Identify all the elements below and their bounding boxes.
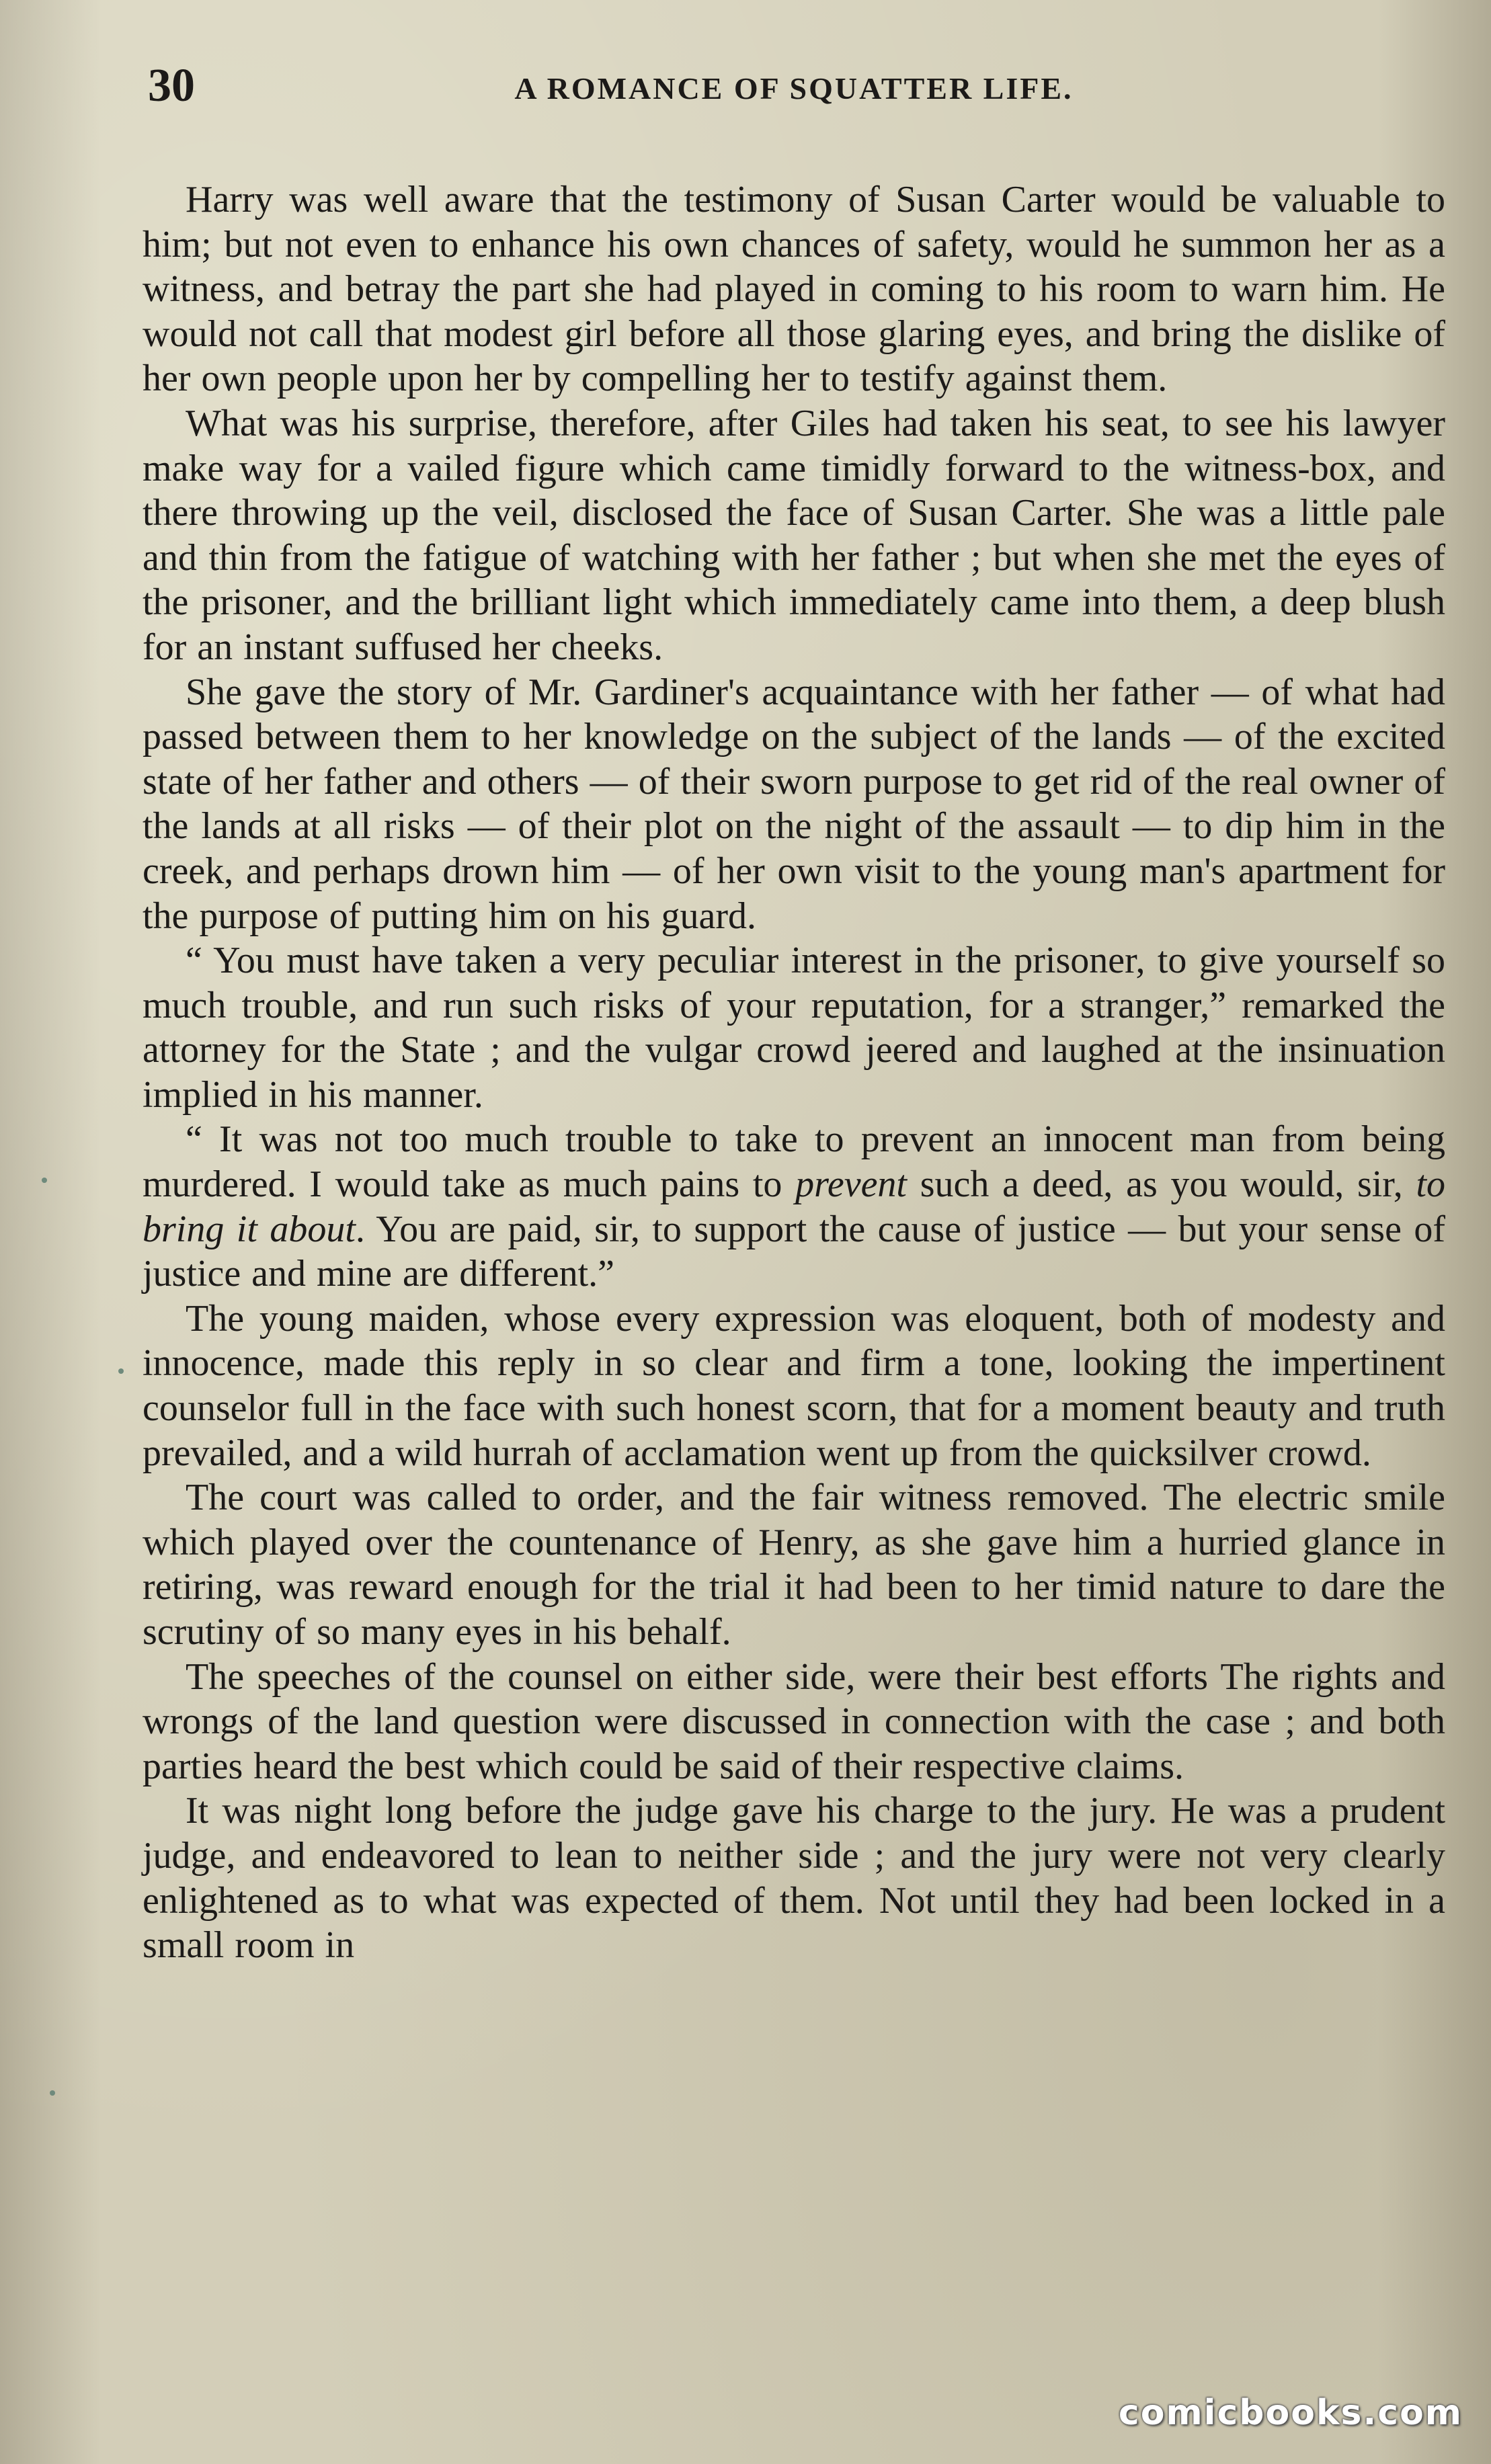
margin-ink-spot [42, 1178, 47, 1183]
paragraph [143, 177, 1445, 401]
text-run: . You are paid, sir, to support the cause of justice — but your sense of justice and mine are different.” [143, 1208, 1446, 1295]
text-run: The young maiden, whose every expression was eloquent, both of modesty and innocence, made this reply in so clear and firm a tone, looking the impertinent counselor full in the face with such honest scorn, that for a moment beauty and truth prevailed, and a wild hurrah of acclamation went up from the quicksilver crowd. [143, 1297, 1445, 1474]
page-number: 30 [148, 60, 195, 112]
text-run: The court was called to order, and the fair witness removed. The electric smile which played over the countenance of Henry, as she gave him a hurried glance in retiring, was reward enough for the trial it had been to her timid nature to dare the scrutiny of so many eyes in his behalf. [143, 1477, 1445, 1653]
site-watermark: comicbooks.com [1118, 2393, 1463, 2433]
paragraph [143, 670, 1445, 939]
paragraph [143, 1655, 1445, 1789]
text-run: The speeches of the counsel on either side, were their best efforts The rights and wrongs of the land question were discussed in connection with the case ; and both parties heard the best which could be said of their respective claims. [143, 1655, 1445, 1787]
italic-text-run: prevent [795, 1163, 907, 1206]
paragraph [143, 1117, 1445, 1296]
body-text [143, 177, 1445, 1968]
paragraph [143, 1789, 1445, 1967]
margin-ink-spot [50, 2090, 55, 2096]
margin-ink-spot [118, 1368, 124, 1374]
text-run: Harry was well aware that the testimony of Susan Carter would be valuable to him; but not even to enhance his own chances of safety, would he summon her as a witness, and betray the part she had played in coming to his room to warn him. He would not call that modest girl before all those glaring eyes, and bring the dislike of her own people upon her by compelling her to testify against them. [143, 179, 1445, 400]
text-run: such a deed, as you would, sir, [906, 1163, 1416, 1206]
running-head: A ROMANCE OF SQUATTER LIFE. [514, 71, 1074, 106]
text-run: It was night long before the judge gave his charge to the jury. He was a prudent judge, and endeavored to lean to neither side ; and the jury were not very clearly enlightened as to what was expected of them. Not until they had been locked in a small room in [143, 1790, 1445, 1967]
paragraph [143, 1475, 1445, 1654]
page-header [143, 59, 1445, 113]
paragraph [143, 1297, 1445, 1475]
paragraph [143, 938, 1445, 1117]
text-run: She gave the story of Mr. Gardiner's acquaintance with her father — of what had passed between them to her knowledge on the subject of the lands — of the excited state of her father and others — of their sworn purpose to get rid of the real owner of the lands at all risks — of their plot on the night of the assault — to dip him in the creek, and perhaps drown him — of her own visit to the young man's apartment for the purpose of putting him on his guard. [143, 671, 1445, 937]
text-run: What was his surprise, therefore, after Giles had taken his seat, to see his lawyer make way for a vailed figure which came timidly forward to the witness-box, and there throwing up the veil, disclosed the face of Susan Carter. She was a little pale and thin from the fatigue of watching with her father ; but when she met the eyes of the prisoner, and the brilliant light which immediately came into them, a deep blush for an instant suffused her cheeks. [143, 402, 1445, 668]
text-run: “ It was not too much trouble to take to prevent an innocent man from being murdered. I would take as much pains to [143, 1118, 1445, 1206]
italic-text-run: to bring it about [143, 1163, 1445, 1250]
text-run: “ You must have taken a very peculiar interest in the prisoner, to give yourself so much trouble, and run such risks of your reputation, for a stranger,” remarked the attorney for the State ; and the vulgar crowd jeered and laughed at the insinuation implied in his manner. [143, 940, 1445, 1116]
paragraph [143, 401, 1445, 670]
